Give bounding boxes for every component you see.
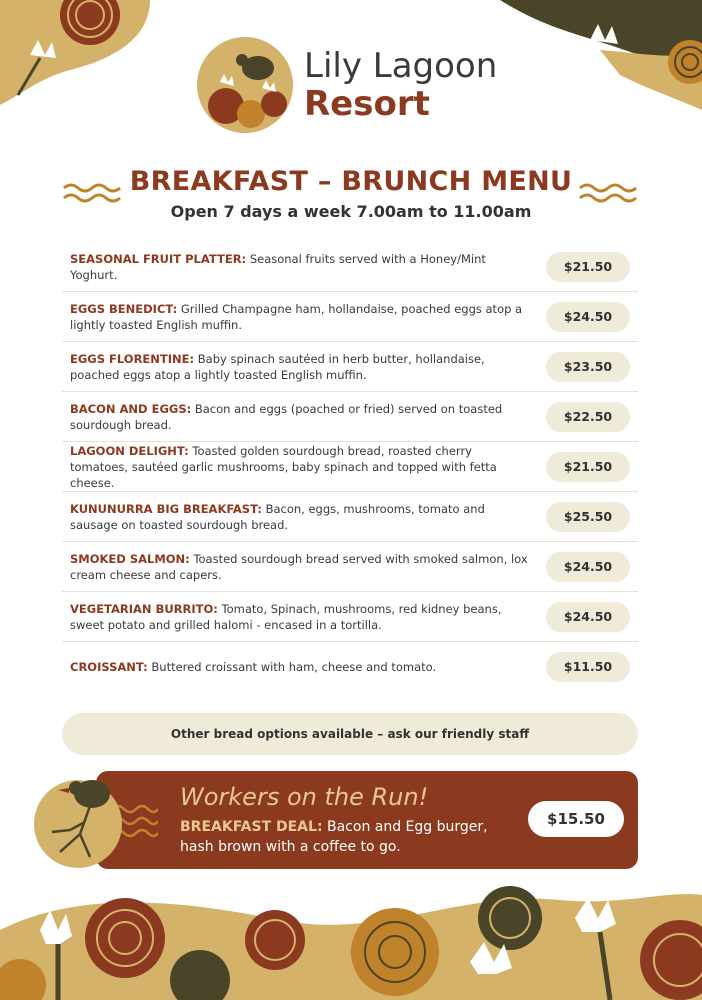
item-description: Toasted sourdough bread served with smoked salmon, lox cream cheese and capers. <box>70 551 528 582</box>
deal-title: Workers on the Run! <box>180 783 429 811</box>
item-price: $24.50 <box>546 552 630 582</box>
item-price: $25.50 <box>546 502 630 532</box>
bottom-decoration <box>0 870 702 1000</box>
item-price: $24.50 <box>546 602 630 632</box>
item-price: $11.50 <box>546 652 630 682</box>
bird-emblem-icon <box>30 772 130 872</box>
item-name: KUNUNURRA BIG BREAKFAST: <box>70 501 262 516</box>
item-name: VEGETARIAN BURRITO: <box>70 601 218 616</box>
brand-subname: Resort <box>304 84 430 124</box>
item-description: Bacon, eggs, mushrooms, tomato and sausage on toasted sourdough bread. <box>70 501 485 532</box>
bread-options-note: Other bread options available – ask our friendly staff <box>62 713 638 755</box>
item-name: EGGS FLORENTINE: <box>70 351 195 366</box>
item-name: SEASONAL FRUIT PLATTER: <box>70 251 247 266</box>
item-name: EGGS BENEDICT: <box>70 301 178 316</box>
item-price: $22.50 <box>546 402 630 432</box>
item-description: Buttered croissant with ham, cheese and tomato. <box>151 660 437 674</box>
item-description: Grilled Champagne ham, hollandaise, poached eggs atop a lightly toasted English muffin. <box>70 301 523 332</box>
leaf-icon <box>245 910 305 970</box>
item-description: Seasonal fruits served with a Honey/Mint Yoghurt. <box>70 251 486 282</box>
deal-description: Bacon and Egg burger, hash brown with a coffee to go. <box>180 819 488 855</box>
leaf-icon <box>478 886 542 950</box>
item-price: $23.50 <box>546 352 630 382</box>
menu-item <box>62 242 638 292</box>
menu-item <box>62 342 638 392</box>
item-price: $21.50 <box>546 452 630 482</box>
item-description: Bacon and eggs (poached or fried) served on toasted sourdough bread. <box>70 401 503 432</box>
brand-name: Lily Lagoon <box>304 46 498 86</box>
leaf-icon <box>351 908 439 996</box>
menu-item <box>62 542 638 592</box>
item-description: Baby spinach sautéed in herb butter, hollandaise, poached eggs atop a lightly toasted English muffin. <box>70 351 485 382</box>
item-name: LAGOON DELIGHT: <box>70 443 189 458</box>
leaf-icon <box>85 898 165 978</box>
item-description: Toasted golden sourdough bread, roasted cherry tomatoes, sautéed garlic mushrooms, baby spinach and topped with fetta cheese. <box>70 443 497 490</box>
menu-item <box>62 492 638 542</box>
menu-item <box>62 442 638 492</box>
item-price: $24.50 <box>546 302 630 332</box>
menu-title: BREAKFAST – BRUNCH MENU <box>129 166 573 197</box>
opening-hours: Open 7 days a week 7.00am to 11.00am <box>170 202 532 221</box>
item-price: $21.50 <box>546 252 630 282</box>
deal-label: BREAKFAST DEAL: <box>180 819 323 835</box>
menu-item <box>62 592 638 642</box>
item-name: CROISSANT: <box>70 660 148 674</box>
item-description: Tomato, Spinach, mushrooms, red kidney beans, sweet potato and grilled halomi - encased in a tortilla. <box>70 601 502 632</box>
deal-price: $15.50 <box>528 801 624 837</box>
logo-emblem-icon <box>196 36 294 134</box>
menu-item <box>62 392 638 442</box>
menu-list <box>62 242 638 692</box>
menu-item <box>62 642 638 692</box>
resort-logo <box>196 36 526 136</box>
item-name: SMOKED SALMON: <box>70 551 190 566</box>
menu-item <box>62 292 638 342</box>
item-name: BACON AND EGGS: <box>70 401 192 416</box>
breakfast-deal-banner <box>96 771 638 869</box>
